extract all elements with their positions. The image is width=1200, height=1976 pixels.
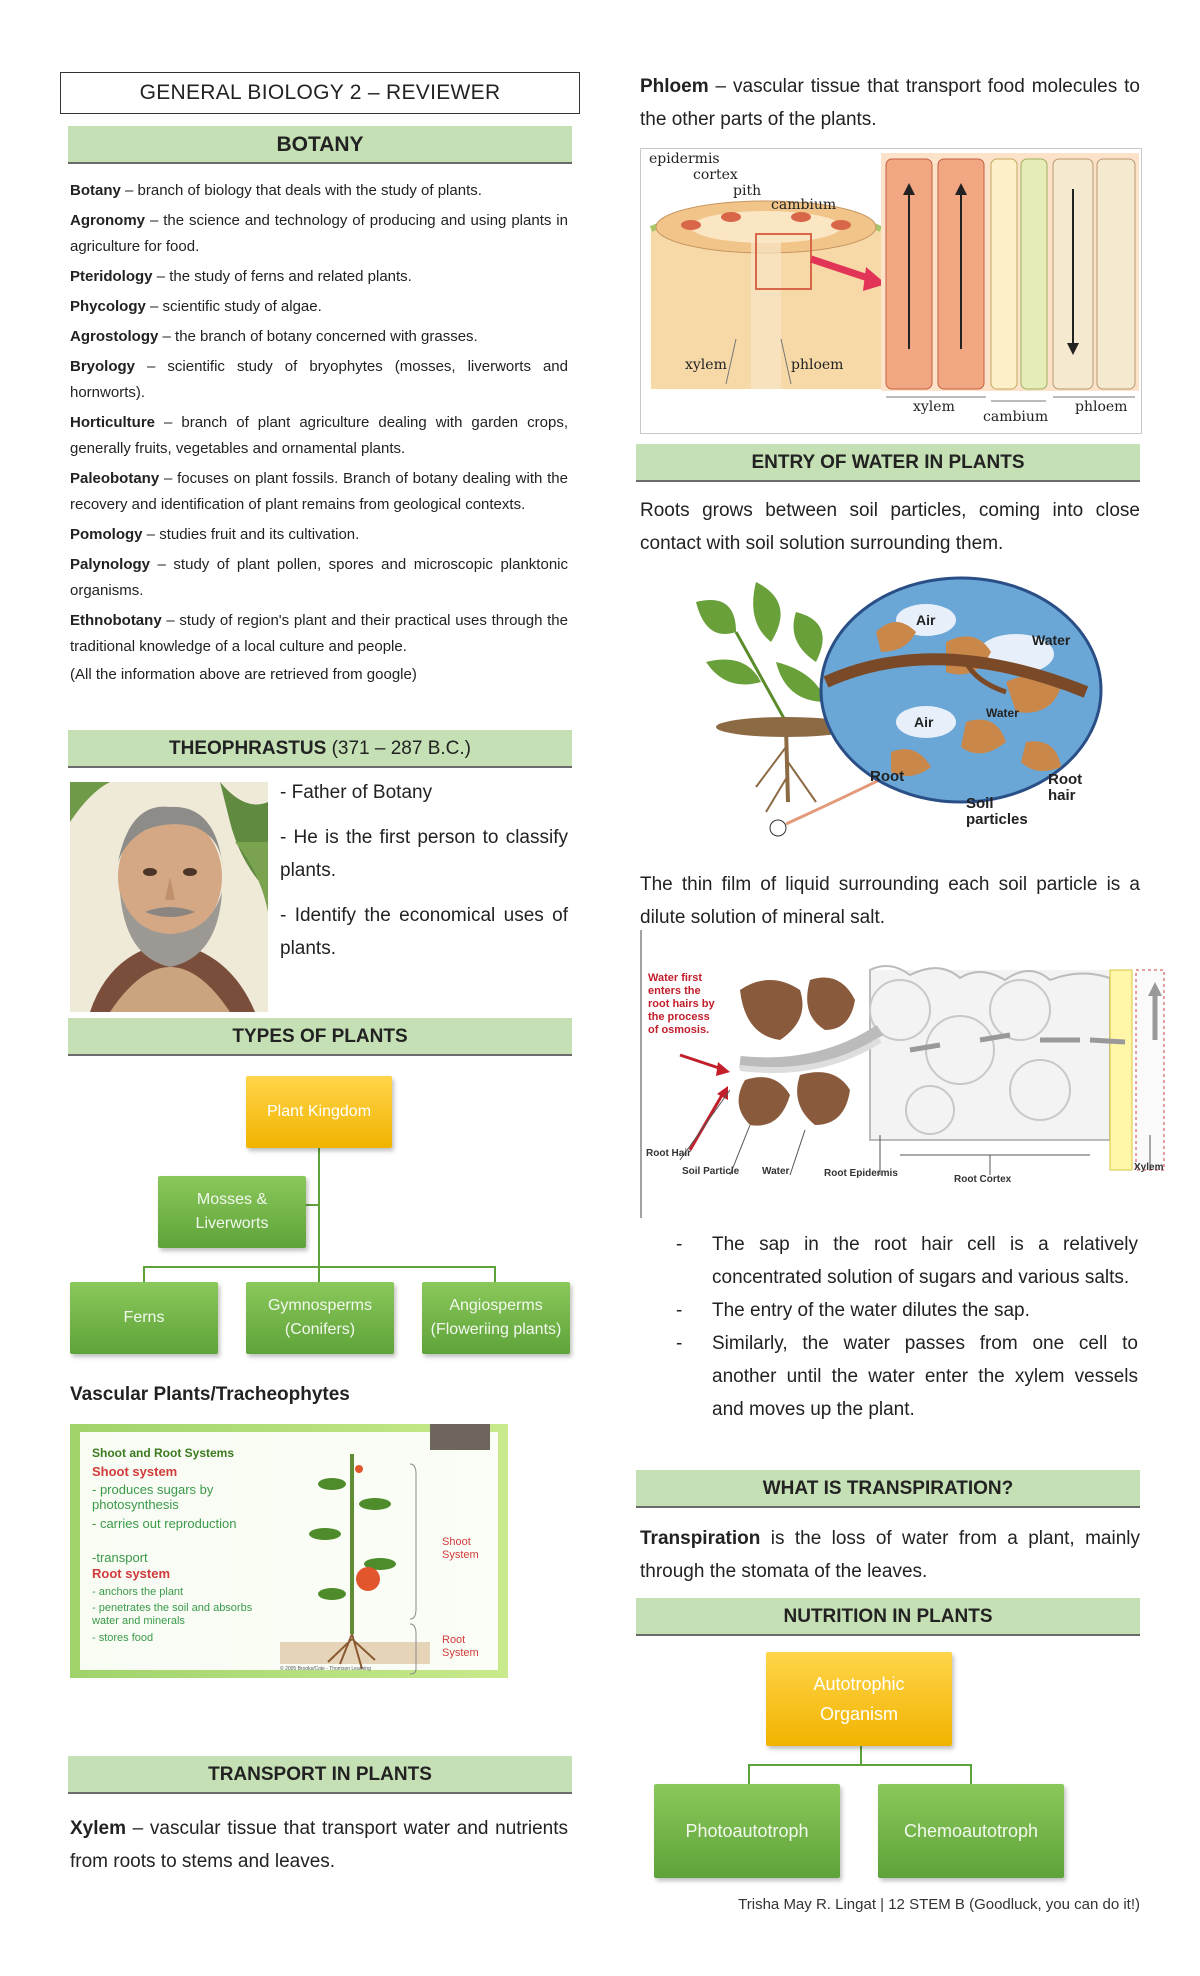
- definition-term: Botany: [70, 182, 121, 199]
- transpiration-term: Transpiration: [640, 1528, 761, 1549]
- definition-text: – the study of ferns and related plants.: [152, 268, 412, 285]
- soil-water-figure: [676, 572, 1106, 842]
- definition-item: [70, 178, 568, 204]
- definition-text: – scientific study of algae.: [145, 298, 322, 315]
- figure-root-heading: Root system: [92, 1566, 171, 1581]
- theophrastus-years: (371 – 287 B.C.): [331, 738, 471, 759]
- definition-item: [70, 208, 568, 260]
- shoot-root-figure: [70, 1424, 508, 1678]
- tree-connector: [318, 1148, 320, 1268]
- list-item-text: Similarly, the water passes from one cell to another until the water enter the xylem vessels and moves up the plant.: [712, 1333, 1138, 1420]
- document-title: GENERAL BIOLOGY 2 – REVIEWER: [60, 72, 580, 114]
- definition-term: Bryology: [70, 358, 136, 375]
- tree-connector: [143, 1266, 145, 1282]
- definition-term: Pomology: [70, 526, 143, 543]
- section-header-nutrition: NUTRITION IN PLANTS: [636, 1598, 1140, 1636]
- fact-item: - He is the first person to classify plants.: [280, 827, 568, 881]
- figure-root-point: - anchors the plant: [92, 1586, 184, 1598]
- label-phloem-detail: phloem: [1075, 399, 1128, 415]
- definition-text: – branch of plant agriculture dealing with garden crops, generally fruits, vegetables and ornamental plants.: [70, 414, 568, 457]
- phloem-definition: [640, 70, 1140, 136]
- tree-node-ferns: Ferns: [70, 1282, 218, 1354]
- figure-shoot-point: -transport: [92, 1550, 148, 1565]
- list-item: - Similarly, the water passes from one cell to another until the water enter the xylem vessels and moves up the plant.: [676, 1333, 1138, 1420]
- figure-shoot-point: - carries out reproduction: [92, 1516, 237, 1531]
- osmosis-note: Water first enters the root hairs by the process of osmosis.: [648, 972, 715, 1036]
- definition-term: Phycology: [70, 298, 146, 315]
- definition-term: Paleobotany: [70, 470, 160, 487]
- xylem-text: – vascular tissue that transport water and nutrients from roots to stems and leaves.: [70, 1818, 568, 1872]
- tree-node-gymnosperms: Gymnosperms (Conifers): [246, 1282, 394, 1354]
- definition-item: [70, 466, 568, 518]
- tree-connector: [305, 1204, 319, 1206]
- tree-connector: [970, 1764, 972, 1784]
- xylem-term: Xylem: [70, 1818, 126, 1839]
- list-item-text: The sap in the root hair cell is a relatively concentrated solution of sugars and various salts.: [712, 1234, 1138, 1288]
- definition-item: [70, 294, 568, 320]
- label-xylem: Xylem: [1134, 1162, 1164, 1173]
- list-item-text: The entry of the water dilutes the sap.: [712, 1300, 1030, 1321]
- transpiration-text: is the loss of water from a plant, mainly through the stomata of the leaves.: [640, 1528, 1140, 1582]
- definition-item: [70, 324, 568, 350]
- label-epidermis: epidermis: [649, 151, 720, 167]
- definition-term: Pteridology: [70, 268, 153, 285]
- theophrastus-portrait: [70, 782, 268, 1012]
- phloem-text: – vascular tissue that transport food molecules to the other parts of the plants.: [640, 76, 1140, 130]
- vascular-heading: Vascular Plants/Tracheophytes: [70, 1384, 350, 1405]
- label-cortex: cortex: [693, 167, 738, 183]
- label-air: Air: [916, 612, 936, 628]
- label-cambium-detail: cambium: [983, 409, 1049, 425]
- section-header-types-of-plants: TYPES OF PLANTS: [68, 1018, 572, 1056]
- definition-text: – the science and technology of producing and using plants in agriculture for food.: [70, 212, 568, 255]
- list-item: - The entry of the water dilutes the sap.: [676, 1300, 1030, 1321]
- sap-bullet-list: [670, 1228, 1138, 1426]
- label-air: Air: [914, 714, 934, 730]
- label-soil-particle: Soil Particle: [682, 1166, 740, 1177]
- definition-item: [70, 264, 568, 290]
- section-header-transpiration: WHAT IS TRANSPIRATION?: [636, 1470, 1140, 1508]
- definition-text: – the branch of botany concerned with grasses.: [158, 328, 478, 345]
- label-root-hair: Root Hair: [646, 1148, 691, 1159]
- tree-node-photoautotroph: Photoautotroph: [654, 1784, 840, 1878]
- tree-node-chemoautotroph: Chemoautotroph: [878, 1784, 1064, 1878]
- soil-film-text: The thin film of liquid surrounding each soil particle is a dilute solution of mineral salt.: [640, 874, 1140, 928]
- tree-connector: [748, 1764, 750, 1784]
- label-soil-particles: Soil particles: [966, 795, 1028, 828]
- figure-shoot-label: Shoot System: [442, 1536, 479, 1561]
- label-xylem: xylem: [685, 357, 727, 373]
- list-item: - The sap in the root hair cell is a relatively concentrated solution of sugars and various salts.: [676, 1234, 1138, 1288]
- definition-text: – study of plant pollen, spores and microscopic planktonic organisms.: [70, 556, 568, 599]
- xylem-definition: [70, 1812, 568, 1878]
- label-phloem: phloem: [791, 357, 844, 373]
- label-root: Root: [870, 768, 905, 785]
- label-xylem-detail: xylem: [913, 399, 955, 415]
- figure-title: Shoot and Root Systems: [92, 1446, 235, 1460]
- figure-shoot-heading: Shoot system: [92, 1464, 178, 1479]
- label-water: Water: [762, 1166, 790, 1177]
- label-root-cortex: Root Cortex: [954, 1174, 1012, 1185]
- definition-text: – study of region's plant and their practical uses through the traditional knowledge of a local culture and people.: [70, 612, 568, 655]
- tree-node-angiosperms: Angiosperms (Floweriing plants): [422, 1282, 570, 1354]
- tree-connector: [748, 1764, 972, 1766]
- tree-node-mosses: Mosses & Liverworts: [158, 1176, 306, 1248]
- label-pith: pith: [733, 183, 762, 199]
- tree-node-autotrophic-organism: Autotrophic Organism: [766, 1652, 952, 1746]
- label-root-epidermis: Root Epidermis: [824, 1168, 898, 1179]
- definition-item: [70, 410, 568, 462]
- figure-root-point: - penetrates the soil and absorbs water and minerals: [92, 1602, 253, 1627]
- entry-text: Roots grows between soil particles, coming into close contact with soil solution surrounding them.: [640, 500, 1140, 554]
- stem-tissue-figure: [640, 148, 1142, 434]
- definition-text: – branch of biology that deals with the study of plants.: [120, 182, 482, 199]
- label-root-hair: Root hair: [1048, 771, 1083, 804]
- botany-definitions: [70, 178, 568, 692]
- theophrastus-name: THEOPHRASTUS: [169, 738, 327, 759]
- root-hair-figure: [640, 930, 1168, 1218]
- figure-shoot-point: - produces sugars by photosynthesis: [92, 1482, 214, 1512]
- definition-item: [70, 522, 568, 548]
- fact-item: - Identify the economical uses of plants.: [280, 905, 568, 959]
- definition-text: – scientific study of bryophytes (mosses, liverworts and hornworts).: [70, 358, 568, 401]
- footer-credit: Trisha May R. Lingat | 12 STEM B (Goodluck, you can do it!): [738, 1896, 1140, 1913]
- definition-item: [70, 354, 568, 406]
- tree-connector: [860, 1746, 862, 1764]
- definition-item: [70, 552, 568, 604]
- label-water: Water: [1032, 632, 1071, 648]
- transpiration-definition: [640, 1522, 1140, 1588]
- theophrastus-facts: [280, 776, 568, 965]
- definition-term: Agronomy: [70, 212, 145, 229]
- definition-term: Palynology: [70, 556, 151, 573]
- tree-connector: [494, 1266, 496, 1282]
- fact-item: - Father of Botany: [280, 782, 433, 803]
- definition-term: Agrostology: [70, 328, 159, 345]
- section-header-theophrastus: [68, 730, 572, 768]
- label-water: Water: [986, 706, 1019, 720]
- tree-connector: [318, 1266, 320, 1282]
- definition-text: – studies fruit and its cultivation.: [142, 526, 360, 543]
- definition-text: – focuses on plant fossils. Branch of botany dealing with the recovery and identification of plant remains from geological contexts.: [70, 470, 568, 513]
- definition-term: Ethnobotany: [70, 612, 162, 629]
- label-cambium: cambium: [771, 197, 837, 213]
- definition-term: Horticulture: [70, 414, 156, 431]
- definition-item: [70, 608, 568, 660]
- figure-root-point: - stores food: [92, 1632, 154, 1644]
- figure-root-label: Root System: [442, 1634, 479, 1659]
- phloem-term: Phloem: [640, 76, 709, 97]
- figure-copyright: © 2005 Brooks/Cole - Thomson Learning: [280, 1666, 371, 1672]
- section-header-transport: TRANSPORT IN PLANTS: [68, 1756, 572, 1794]
- source-note: (All the information above are retrieved from google): [70, 666, 417, 683]
- section-header-botany: BOTANY: [68, 126, 572, 164]
- tree-node-plant-kingdom: Plant Kingdom: [246, 1076, 392, 1148]
- section-header-entry-of-water: ENTRY OF WATER IN PLANTS: [636, 444, 1140, 482]
